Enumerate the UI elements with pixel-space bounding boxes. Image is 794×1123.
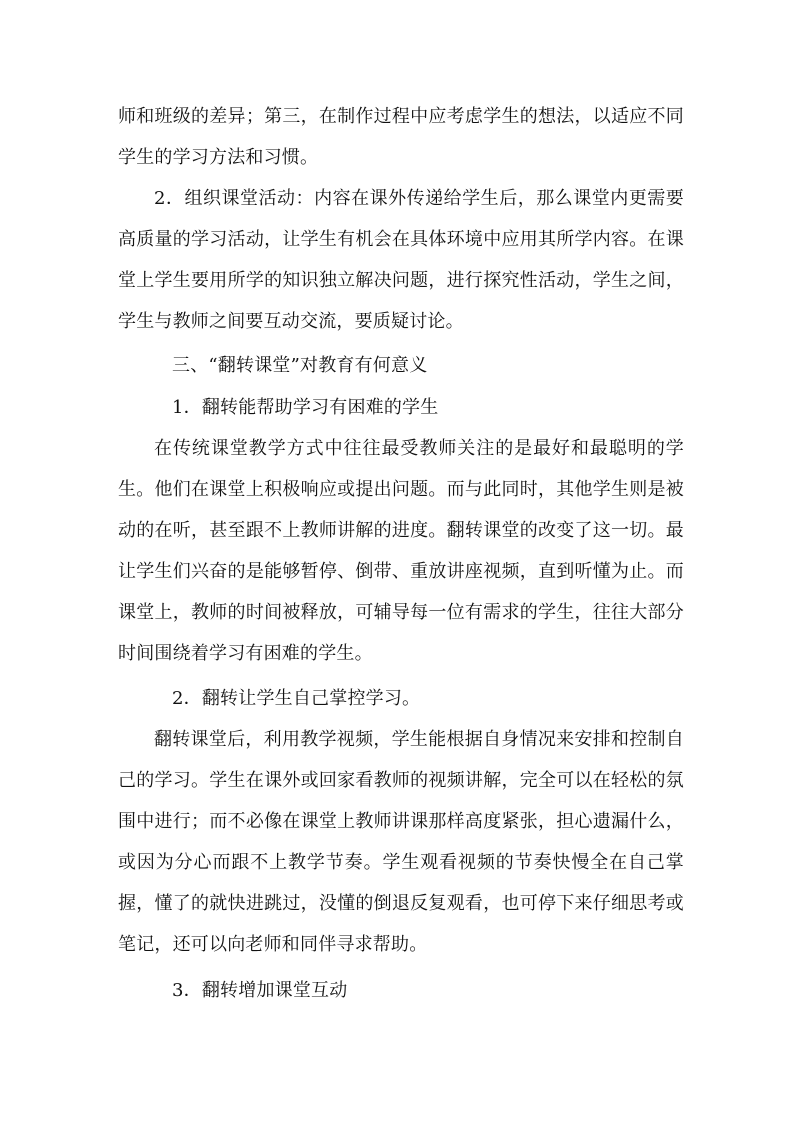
item-one-heading: 1．翻转能帮助学习有困难的学生 xyxy=(172,397,439,418)
paragraph-organize-class-activities: 2．组织课堂活动：内容在课外传递给学生后，那么课堂内更需要高质量的学习活动，让学生有机会在具体环境中应用其所学内容。在课堂上学生要用所学的知识独立解决问题，进行探究性活动，学生之间，学生与教师之间要互动交流，要质疑讨论。 xyxy=(118,188,684,332)
paragraph-continuation: 师和班级的差异；第三，在制作过程中应考虑学生的想法，以适应不同学生的学习方法和习惯。 xyxy=(118,106,684,168)
item-two-paragraph: 翻转课堂后，利用教学视频，学生能根据自身情况来安排和控制自己的学习。学生在课外或回家看教师的视频讲解，完全可以在轻松的氛围中进行；而不必像在课堂上教师讲课那样高度紧张，担心遗漏什么，或因为分心而跟不上教学节奏。学生观看视频的节奏快慢全在自己掌握，懂了的就快进跳过，没懂的倒退反复观看，也可停下来仔细思考或笔记，还可以向老师和同伴寻求帮助。 xyxy=(118,729,684,955)
item-two-heading: 2．翻转让学生自己掌控学习。 xyxy=(172,688,421,709)
item-three-heading: 3．翻转增加课堂互动 xyxy=(172,980,348,1001)
item-one-paragraph: 在传统课堂教学方式中往往最受教师关注的是最好和最聪明的学生。他们在课堂上积极响应或提出问题。而与此同时，其他学生则是被动的在听，甚至跟不上教师讲解的进度。翻转课堂的改变了这一切。最让学生们兴奋的是能够暂停、倒带、重放讲座视频，直到听懂为止。而课堂上，教师的时间被释放，可辅导每一位有需求的学生，往往大部分时间围绕着学习有困难的学生。 xyxy=(118,438,684,664)
section-three-heading: 三、“翻转课堂”对教育有何意义 xyxy=(172,355,428,376)
